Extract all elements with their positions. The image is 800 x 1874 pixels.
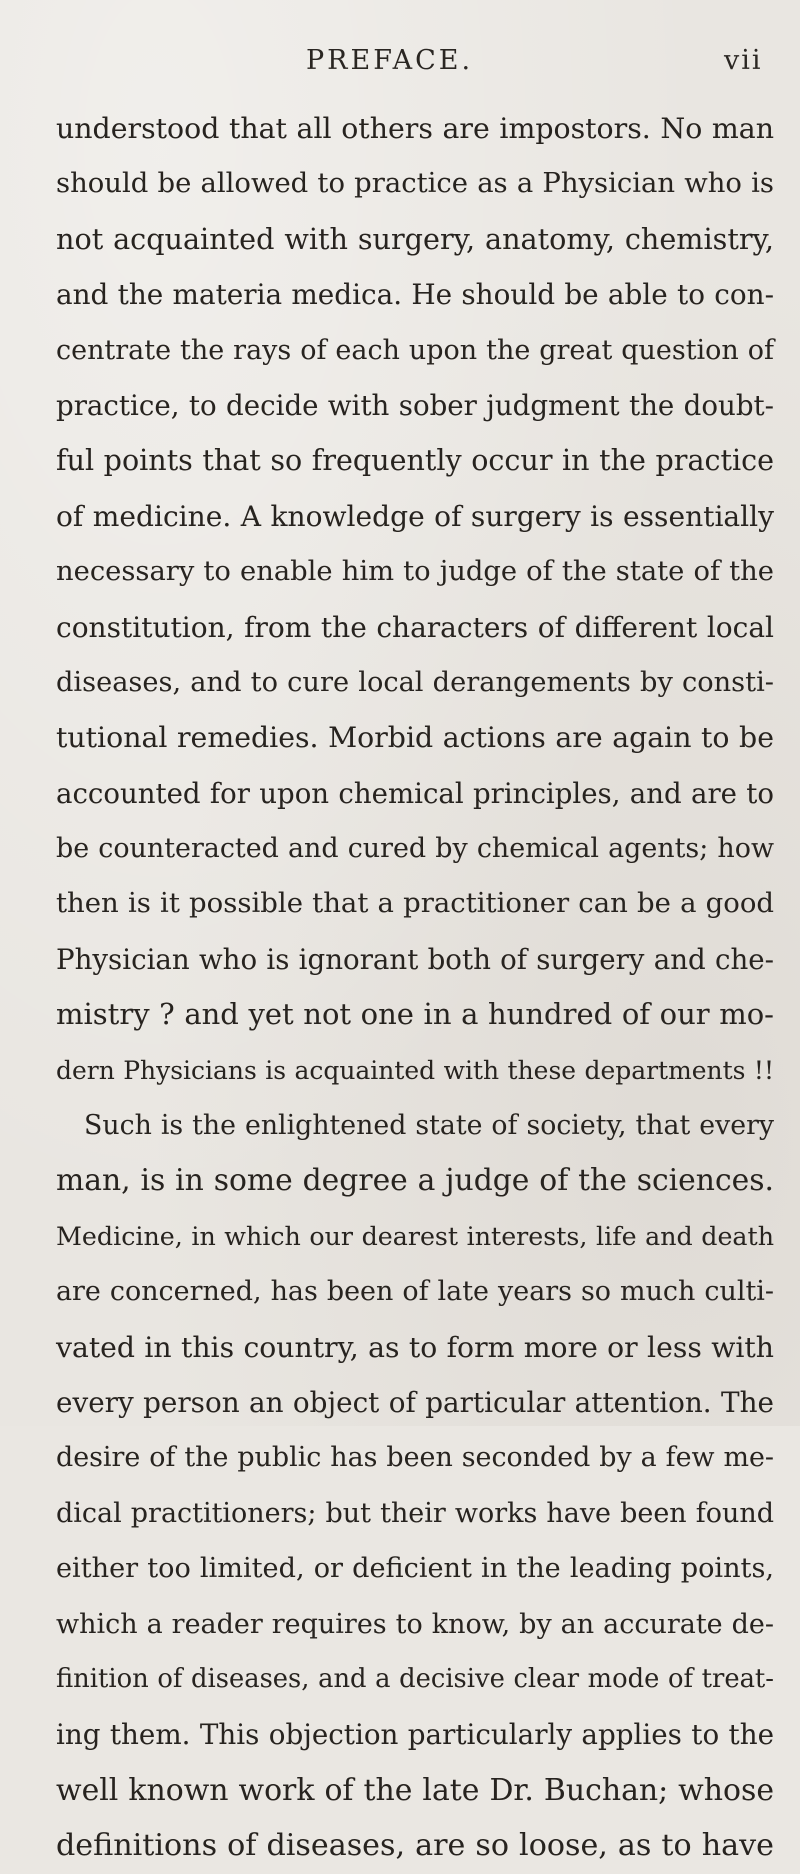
text-line: necessary to enable him to judge of the state of the xyxy=(56,556,774,588)
text-line: understood that all others are impostors. No man xyxy=(56,112,774,145)
text-line: ful points that so frequently occur in the practice xyxy=(56,443,774,478)
text-line: and the materia medica. He should be able to con- xyxy=(56,278,774,312)
text-line: diseases, and to cure local derangements by consti- xyxy=(56,666,774,698)
paragraph-first-line: Such is the enlightened state of society, that every xyxy=(84,1110,774,1142)
text-line: tutional remedies. Morbid actions are again to be xyxy=(56,721,774,755)
text-line: dern Physicians is acquainted with these departments !! xyxy=(56,1055,774,1085)
text-line: which a reader requires to know, by an accurate de- xyxy=(56,1608,774,1640)
page-number: vii xyxy=(724,45,763,76)
text-line: well known work of the late Dr. Buchan; whose xyxy=(56,1772,774,1808)
text-line: Physician who is ignorant both of surgery and che- xyxy=(56,942,774,976)
text-line: practice, to decide with sober judgment the doubt- xyxy=(56,388,774,422)
text-line: are concerned, has been of late years so much culti- xyxy=(56,1276,774,1308)
text-line: vated in this country, as to form more or less with xyxy=(56,1330,774,1364)
text-line: either too limited, or deficient in the leading points, xyxy=(56,1553,774,1585)
text-line: then is it possible that a practitioner can be a good xyxy=(56,887,774,920)
text-line: centrate the rays of each upon the great question of xyxy=(56,334,774,366)
page-header xyxy=(0,0,800,100)
text-line: be counteracted and cured by chemical agents; how xyxy=(56,833,774,865)
text-line: accounted for upon chemical principles, and are to xyxy=(56,776,774,810)
text-line: Medicine, in which our dearest interests, life and death xyxy=(56,1220,774,1251)
body-text xyxy=(56,101,774,1874)
text-line: constitution, from the characters of different local xyxy=(56,610,774,644)
text-line: desire of the public has been seconded by a few me- xyxy=(56,1442,774,1474)
text-line: should be allowed to practice as a Physician who is xyxy=(56,168,774,200)
text-line: finition of diseases, and a decisive clear mode of treat- xyxy=(56,1663,774,1694)
text-line: dical practitioners; but their works have been found xyxy=(56,1497,774,1529)
text-line: definitions of diseases, are so loose, as to have xyxy=(56,1828,774,1864)
text-line: mistry ? and yet not one in a hundred of our mo- xyxy=(56,997,774,1032)
running-title: PREFACE. xyxy=(306,45,474,76)
text-line: ing them. This objection particularly applies to the xyxy=(56,1718,774,1752)
text-line: every person an object of particular attention. The xyxy=(56,1385,774,1419)
text-line: not acquainted with surgery, anatomy, chemistry, xyxy=(56,221,774,256)
text-line: man, is in some degree a judge of the sciences. xyxy=(56,1163,774,1199)
text-line: of medicine. A knowledge of surgery is essentially xyxy=(56,499,774,533)
